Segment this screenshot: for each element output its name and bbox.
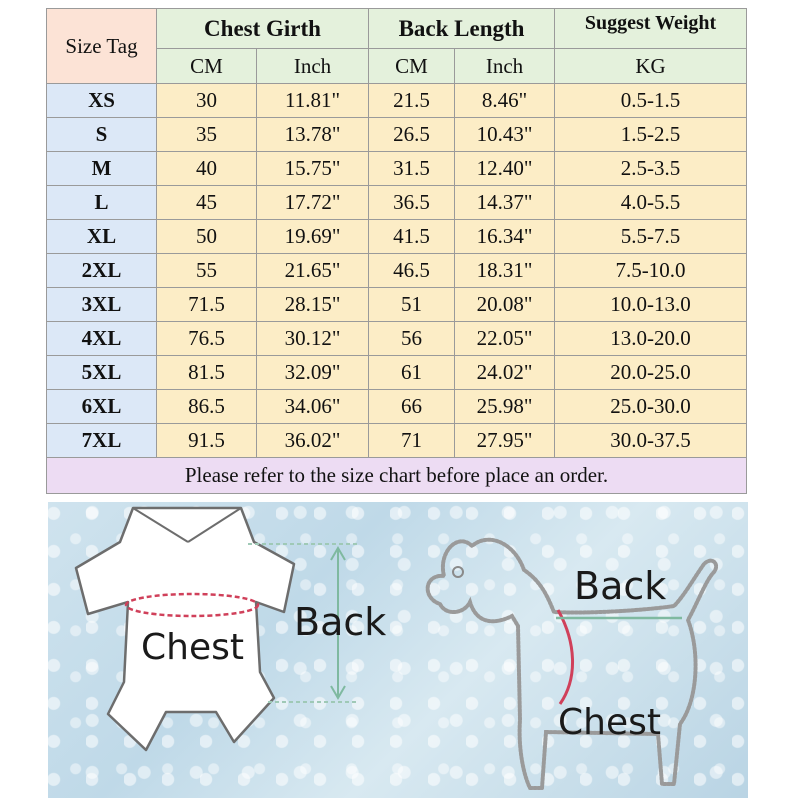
table-row	[47, 152, 747, 186]
size-tag-cell: 3XL	[47, 288, 157, 322]
table-row	[47, 424, 747, 458]
chest-inch-cell: 36.02"	[257, 424, 369, 458]
dog-chest-measure	[558, 610, 573, 704]
chest-cm-unit: CM	[157, 49, 257, 84]
chest-cm-cell: 91.5	[157, 424, 257, 458]
back-inch-cell: 22.05"	[455, 322, 555, 356]
size-chart-table	[46, 8, 747, 494]
back-inch-cell: 25.98"	[455, 390, 555, 424]
chest-cm-cell: 30	[157, 84, 257, 118]
chest-cm-cell: 76.5	[157, 322, 257, 356]
weight-kg-cell: 25.0-30.0	[555, 390, 747, 424]
weight-kg-cell: 5.5-7.5	[555, 220, 747, 254]
back-cm-cell: 66	[369, 390, 455, 424]
back-cm-cell: 41.5	[369, 220, 455, 254]
dog-back-label: Back	[574, 564, 667, 608]
chest-cm-cell: 40	[157, 152, 257, 186]
weight-kg-cell: 1.5-2.5	[555, 118, 747, 152]
suggest-weight-header-text: Suggest Weight	[584, 14, 717, 34]
chest-girth-header: Chest Girth	[157, 9, 369, 49]
size-tag-cell: L	[47, 186, 157, 220]
dog-eye	[453, 567, 463, 577]
weight-kg-cell: 10.0-13.0	[555, 288, 747, 322]
back-cm-cell: 46.5	[369, 254, 455, 288]
chest-inch-cell: 17.72"	[257, 186, 369, 220]
size-rows	[47, 84, 747, 458]
back-cm-cell: 36.5	[369, 186, 455, 220]
back-cm-cell: 26.5	[369, 118, 455, 152]
chest-cm-cell: 35	[157, 118, 257, 152]
table-row	[47, 322, 747, 356]
order-note: Please refer to the size chart before place an order.	[47, 458, 747, 494]
back-cm-unit: CM	[369, 49, 455, 84]
size-tag-cell: 6XL	[47, 390, 157, 424]
table-row	[47, 220, 747, 254]
table-row	[47, 118, 747, 152]
back-inch-cell: 10.43"	[455, 118, 555, 152]
chest-inch-cell: 32.09"	[257, 356, 369, 390]
back-cm-cell: 21.5	[369, 84, 455, 118]
back-inch-cell: 14.37"	[455, 186, 555, 220]
chest-inch-cell: 34.06"	[257, 390, 369, 424]
chest-inch-unit: Inch	[257, 49, 369, 84]
chest-inch-cell: 15.75"	[257, 152, 369, 186]
back-cm-cell: 31.5	[369, 152, 455, 186]
table-row	[47, 288, 747, 322]
chest-inch-cell: 30.12"	[257, 322, 369, 356]
chest-inch-cell: 21.65"	[257, 254, 369, 288]
measurement-illustration	[48, 502, 748, 798]
weight-kg-cell: 2.5-3.5	[555, 152, 747, 186]
back-cm-cell: 71	[369, 424, 455, 458]
back-inch-cell: 18.31"	[455, 254, 555, 288]
chest-inch-cell: 19.69"	[257, 220, 369, 254]
chest-inch-cell: 28.15"	[257, 288, 369, 322]
table-row	[47, 390, 747, 424]
back-inch-cell: 12.40"	[455, 152, 555, 186]
size-tag-header: Size Tag	[47, 9, 157, 84]
chest-inch-cell: 13.78"	[257, 118, 369, 152]
weight-kg-cell: 20.0-25.0	[555, 356, 747, 390]
size-tag-cell: 4XL	[47, 322, 157, 356]
size-tag-cell: XS	[47, 84, 157, 118]
chest-cm-cell: 81.5	[157, 356, 257, 390]
weight-kg-cell: 30.0-37.5	[555, 424, 747, 458]
table-row	[47, 186, 747, 220]
weight-kg-cell: 13.0-20.0	[555, 322, 747, 356]
chest-cm-cell: 45	[157, 186, 257, 220]
size-tag-cell: 5XL	[47, 356, 157, 390]
suggest-weight-header	[555, 9, 747, 49]
weight-kg-cell: 7.5-10.0	[555, 254, 747, 288]
back-cm-cell: 61	[369, 356, 455, 390]
back-inch-cell: 27.95"	[455, 424, 555, 458]
back-inch-unit: Inch	[455, 49, 555, 84]
size-tag-cell: M	[47, 152, 157, 186]
size-tag-cell: 7XL	[47, 424, 157, 458]
table-row	[47, 84, 747, 118]
dog-chest-label: Chest	[558, 702, 661, 743]
size-tag-cell: XL	[47, 220, 157, 254]
back-inch-cell: 20.08"	[455, 288, 555, 322]
table-row	[47, 254, 747, 288]
weight-kg-cell: 4.0-5.5	[555, 186, 747, 220]
chest-cm-cell: 86.5	[157, 390, 257, 424]
size-tag-cell: 2XL	[47, 254, 157, 288]
weight-kg-unit: KG	[555, 49, 747, 84]
back-cm-cell: 51	[369, 288, 455, 322]
chest-inch-cell: 11.81"	[257, 84, 369, 118]
chest-cm-cell: 50	[157, 220, 257, 254]
chest-cm-cell: 55	[157, 254, 257, 288]
garment-back-label: Back	[294, 600, 387, 644]
back-length-header: Back Length	[369, 9, 555, 49]
garment-chest-label: Chest	[141, 627, 244, 668]
back-inch-cell: 8.46"	[455, 84, 555, 118]
back-inch-cell: 24.02"	[455, 356, 555, 390]
table-header-row	[47, 9, 747, 49]
back-inch-cell: 16.34"	[455, 220, 555, 254]
table-row	[47, 356, 747, 390]
size-tag-cell: S	[47, 118, 157, 152]
weight-kg-cell: 0.5-1.5	[555, 84, 747, 118]
chest-cm-cell: 71.5	[157, 288, 257, 322]
back-cm-cell: 56	[369, 322, 455, 356]
note-row	[47, 458, 747, 494]
